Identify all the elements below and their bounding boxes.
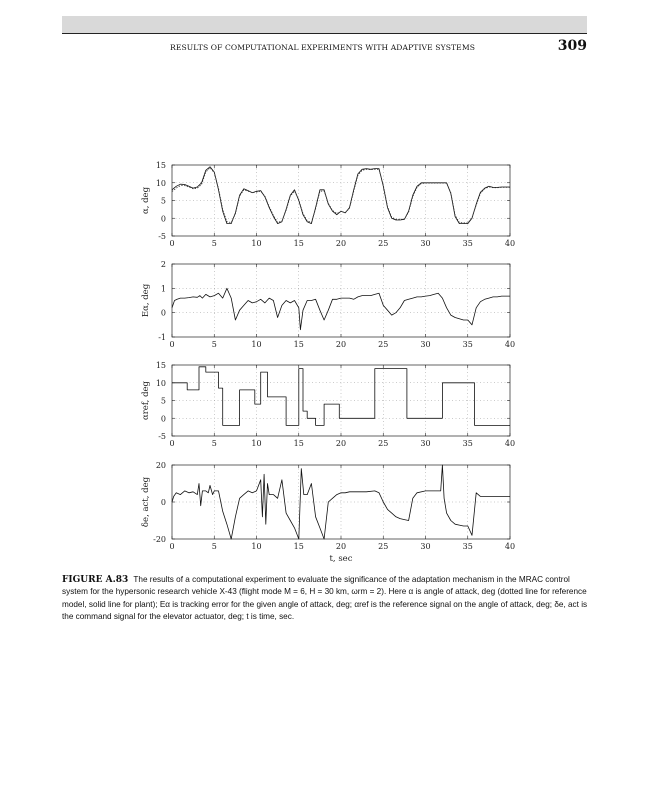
x-tick-label: 20 [335, 239, 347, 248]
y-tick-label: -5 [158, 232, 166, 241]
x-tick-label: 25 [378, 340, 389, 349]
x-tick-label: 10 [251, 340, 262, 349]
y-tick-label: -5 [158, 432, 166, 441]
chart-panel-4 [141, 461, 515, 564]
y-axis-label: α, deg [141, 186, 151, 215]
x-tick-label: 40 [504, 439, 516, 448]
x-tick-label: 40 [504, 542, 516, 551]
y-tick-label: 10 [155, 178, 166, 188]
x-tick-label: 5 [211, 542, 217, 551]
x-tick-label: 10 [251, 542, 262, 551]
x-tick-label: 15 [293, 340, 304, 349]
x-tick-label: 10 [251, 239, 262, 248]
x-tick-label: 5 [211, 439, 217, 448]
y-tick-label: 0 [160, 214, 166, 224]
x-tick-label: 20 [335, 542, 347, 551]
x-tick-label: 35 [462, 439, 473, 448]
y-axis-label: αref, deg [141, 381, 151, 420]
caption-text: The results of a computational experiment to evaluate the significance of the adaptation mechanism in the MRAC control system for the hypersonic research vehicle X-43 (flight mode M = 6, H = 30 km, ωrm = 2). Here α is angle of attack, deg (dotted line for reference model, solid line for plant); Eα is tracking error for the given angle of attack, deg; αref is the reference signal on the angle of attack, deg; δe, act is the command signal for the elevator actuator, deg; t is time, sec. [62, 575, 588, 622]
y-tick-label: 0 [160, 498, 166, 507]
figure-caption [62, 574, 588, 624]
x-tick-label: 5 [211, 340, 217, 349]
x-tick-label: 15 [293, 239, 304, 248]
y-axis-label: δe, act, deg [141, 476, 151, 528]
y-tick-label: 5 [160, 396, 166, 406]
x-tick-label: 0 [169, 239, 175, 248]
x-tick-label: 40 [504, 340, 516, 349]
y-tick-label: 15 [155, 161, 166, 170]
chart-panel-1 [141, 161, 515, 248]
x-tick-label: 15 [293, 439, 304, 448]
x-tick-label: 30 [420, 542, 431, 551]
x-axis-label: t, sec [329, 554, 353, 564]
x-tick-label: 0 [169, 439, 175, 448]
y-axis-label: Eα, deg [141, 283, 151, 318]
x-tick-label: 15 [293, 542, 304, 551]
running-title: RESULTS OF COMPUTATIONAL EXPERIMENTS WITH ADAPTIVE SYSTEMS [170, 43, 475, 52]
x-tick-label: 5 [211, 239, 217, 248]
x-tick-label: 35 [462, 542, 473, 551]
x-tick-label: 20 [335, 439, 347, 448]
x-tick-label: 30 [420, 439, 431, 448]
x-tick-label: 35 [462, 340, 473, 349]
series-line-1 [172, 167, 510, 224]
chart-panel-3 [141, 361, 515, 448]
page-number: 309 [557, 38, 587, 54]
x-tick-label: 30 [420, 340, 431, 349]
y-tick-label: 20 [155, 461, 166, 470]
x-tick-label: 25 [378, 239, 389, 248]
series-line-1 [172, 288, 510, 329]
y-tick-label: 0 [160, 414, 166, 424]
x-tick-label: 0 [169, 542, 175, 551]
y-tick-label: 10 [155, 378, 166, 388]
y-tick-label: 1 [160, 284, 166, 294]
x-tick-label: 25 [378, 542, 389, 551]
x-tick-label: 35 [462, 239, 473, 248]
y-tick-label: 15 [155, 361, 166, 370]
y-tick-label: -1 [158, 333, 166, 342]
x-tick-label: 20 [335, 340, 347, 349]
figure-label: FIGURE A.83 [62, 575, 129, 585]
y-tick-label: 2 [160, 260, 166, 269]
x-tick-label: 10 [251, 439, 262, 448]
x-tick-label: 40 [504, 239, 516, 248]
x-tick-label: 0 [169, 340, 175, 349]
chart-panel-2 [141, 260, 515, 349]
y-tick-label: 5 [160, 196, 166, 206]
y-tick-label: -20 [153, 535, 166, 544]
x-tick-label: 25 [378, 439, 389, 448]
y-tick-label: 0 [160, 308, 166, 318]
x-tick-label: 30 [420, 239, 431, 248]
